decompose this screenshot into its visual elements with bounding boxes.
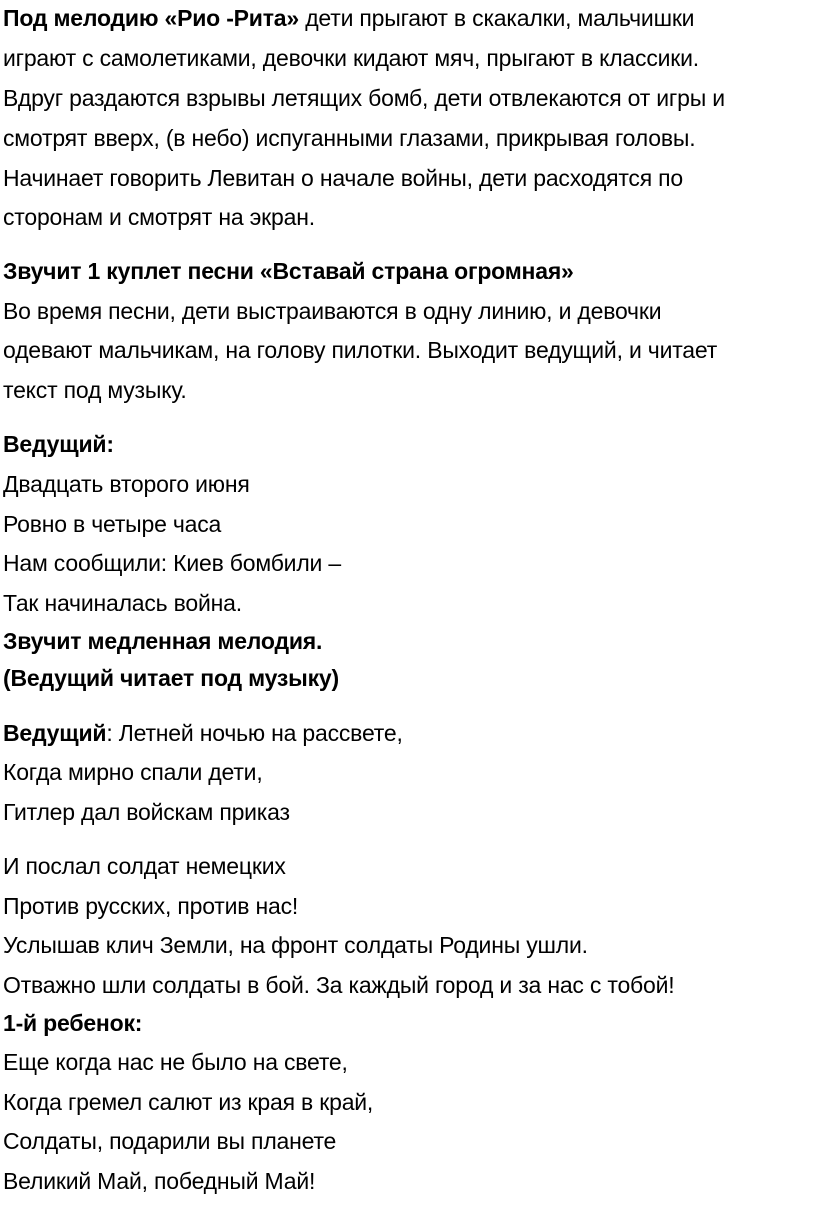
poem-line: Солдаты, подарили вы планете [3,1128,337,1154]
poem-line: Против русских, против нас! [3,893,299,919]
poem-line: И послал солдат немецких [3,853,286,879]
intro-line-6: сторонам и смотрят на экран. [3,204,315,230]
intro-line-2: играют с самолетиками, девочки кидают мяч, прыгают в классики. [3,45,699,71]
poem-line: Когда гремел салют из края в край, [3,1089,374,1115]
host-line-2: Ведущий: Летней ночью на рассвете, [3,720,403,746]
poem-line: Услышав клич Земли, на фронт солдаты Родины ушли. [3,932,588,958]
intro-line-4: смотрят вверх, (в небо) испуганными глазами, прикрывая головы. [3,125,696,151]
poem-line: Ровно в четыре часа [3,511,222,537]
intro-line-1: Под мелодию «Рио -Рита» дети прыгают в скакалки, мальчишки [3,5,695,31]
song-heading: Звучит 1 куплет песни «Вставай страна огромная» [3,258,574,284]
host-label-2: Ведущий [3,720,107,746]
song-line-2: одевают мальчикам, на голову пилотки. Выходит ведущий, и читает [3,337,718,363]
poem-line: Еще когда нас не было на свете, [3,1049,348,1075]
melody-line-1: Звучит медленная мелодия. [3,628,323,654]
intro-line-3: Вдруг раздаются взрывы летящих бомб, дети отвлекаются от игры и [3,85,725,111]
song-line-1: Во время песни, дети выстраиваются в одну линию, и девочки [3,298,662,324]
poem-line: Гитлер дал войскам приказ [3,799,290,825]
poem-line: Великий Май, победный Май! [3,1168,316,1194]
host-label-1: Ведущий: [3,431,114,457]
melody-line-2: (Ведущий читает под музыку) [3,665,339,691]
intro-bold-text: Под мелодию «Рио -Рита» [3,5,299,31]
poem-line: Когда мирно спали дети, [3,759,263,785]
child-1-label: 1-й ребенок: [3,1010,143,1036]
intro-line-5: Начинает говорить Левитан о начале войны, дети расходятся по [3,165,683,191]
poem-line: Двадцать второго июня [3,471,250,497]
poem-line: Отважно шли солдаты в бой. За каждый город и за нас с тобой! [3,972,675,998]
poem-line: Нам сообщили: Киев бомбили – [3,550,341,576]
poem-line: Так начиналась война. [3,590,242,616]
song-line-3: текст под музыку. [3,377,187,403]
